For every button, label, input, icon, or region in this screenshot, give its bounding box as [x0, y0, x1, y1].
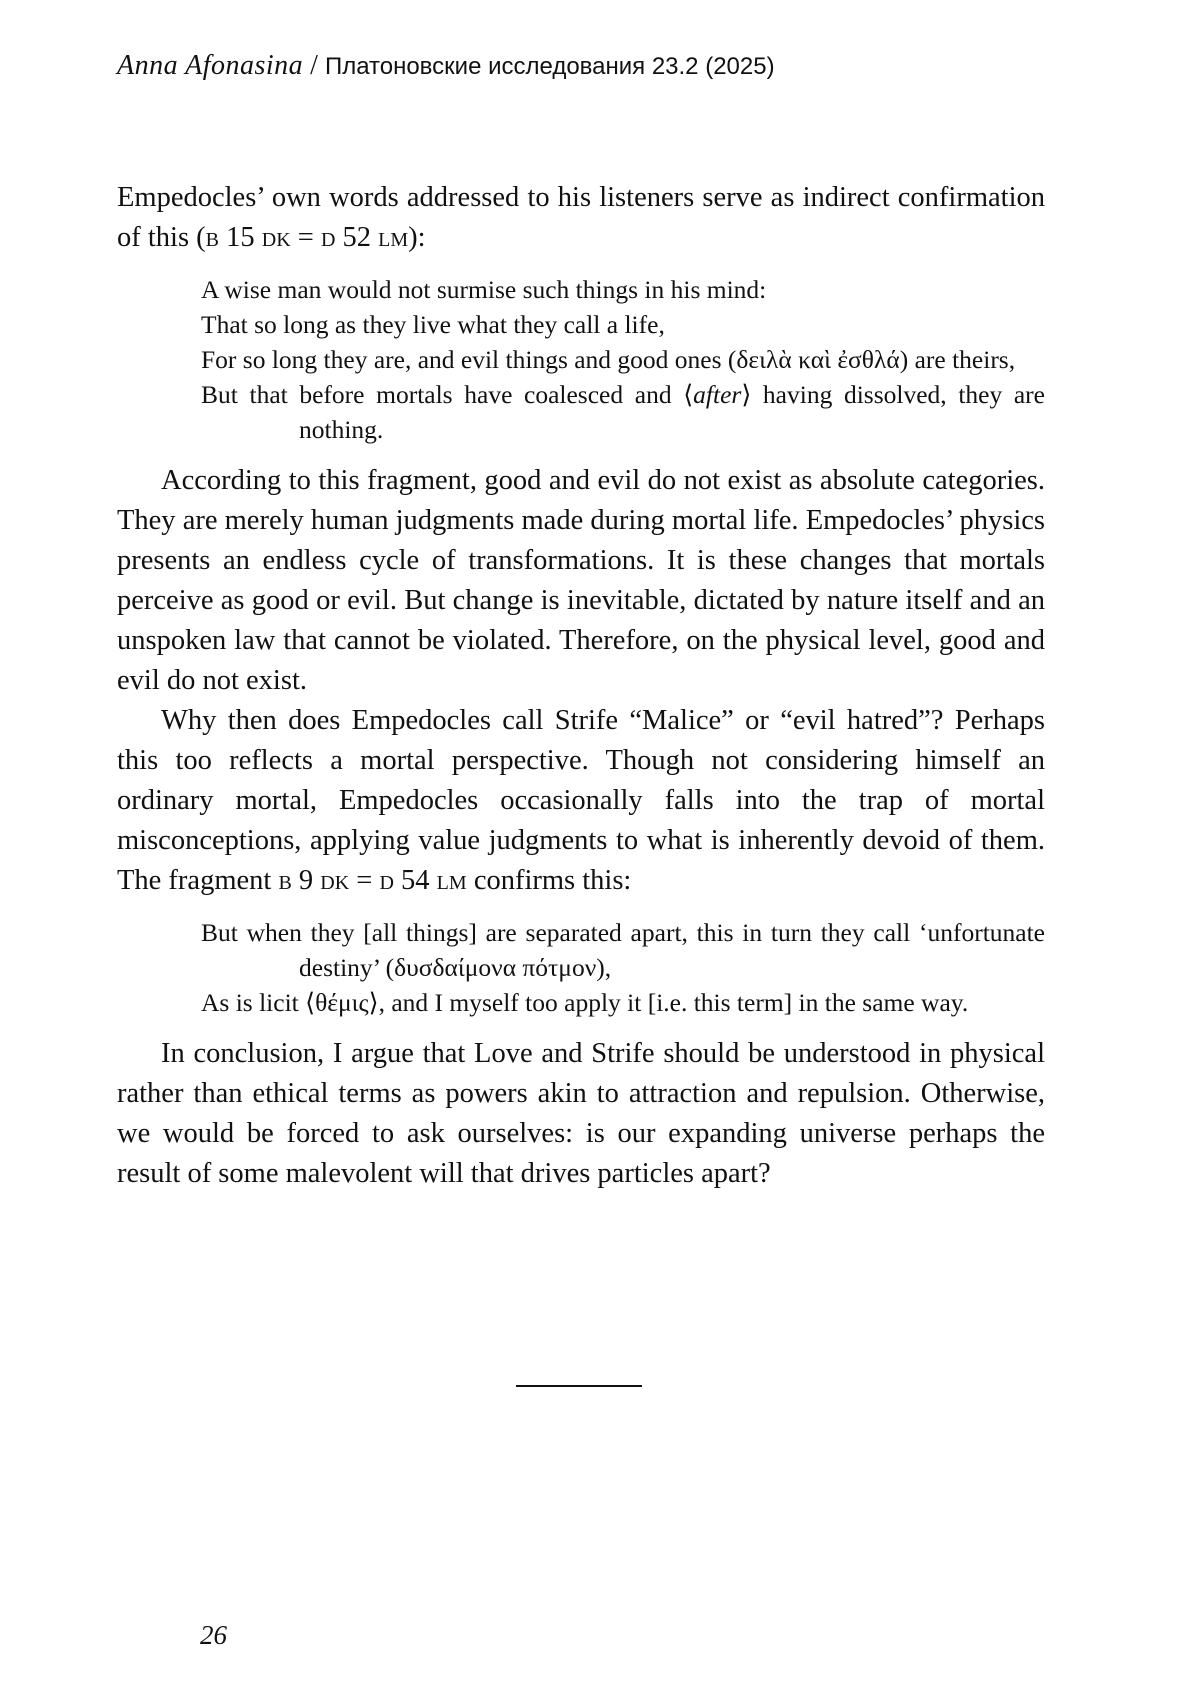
quotation-fragment-b15	[201, 272, 1045, 447]
verse-line: That so long as they live what they call a life,	[201, 310, 665, 339]
fragment-reference: b 15 dk = d 52 lm	[205, 222, 409, 253]
header-separator: /	[303, 50, 325, 81]
paragraph-conclusion: In conclusion, I argue that Love and Strife should be understood in physical rather than ethical terms as powers akin to attraction and repulsion. Otherwise, we would be forced to ask ourselves: is our expanding universe perhaps the result of some malevolent will that drives particles apart?	[117, 1038, 1045, 1189]
paragraph-intro	[117, 178, 1045, 258]
quotation-fragment-b9	[201, 915, 1045, 1020]
verse-text: But that before mortals have coalesced and ⟨	[201, 380, 694, 409]
verse-line: As is licit ⟨θέμις⟩, and I myself too apply it [i.e. this term] in the same way.	[201, 988, 969, 1017]
paragraph-strife	[117, 701, 1045, 901]
paragraph-good-and-evil: According to this fragment, good and evil do not exist as absolute categories. They are merely human judgments made during mortal life. Empedocles’ physics presents an endless cycle of transformations. It is these changes that mortals perceive as good or evil. But change is inevitable, dictated by nature itself and an unspoken law that cannot be violated. Therefore, on the physical level, good and evil do not exist.	[117, 465, 1045, 696]
paragraph-intro-end: ):	[408, 222, 426, 253]
verse-emphasis: after	[693, 380, 742, 409]
paragraph-intro-text: Empedocles’ own words addressed to his listeners serve as indirect confirmation of this (	[117, 182, 1045, 253]
verse-line: But when they [all things] are separated apart, this in turn they call ‘unfortunate destiny’ (δυσδαίμονα πότμον),	[201, 918, 1045, 982]
verse-line	[201, 377, 1045, 447]
paragraph-strife-text: Why then does Empedocles call Strife “Malice” or “evil hatred”? Perhaps this too reflects a mortal perspective. Though not considering himself an ordinary mortal, Empedocles occasionally falls into the trap of mortal misconceptions, applying value judgments to what is inherently devoid of them. The fragment	[117, 705, 1045, 896]
verse-line: For so long they are, and evil things and good ones (δειλὰ καὶ ἐσθλά) are theirs,	[201, 345, 1016, 374]
journal-title: Платоновские исследования 23.2 (2025)	[324, 53, 775, 80]
paragraph-strife-end: confirms this:	[466, 865, 632, 896]
fragment-reference: b 9 dk = d 54 lm	[278, 865, 467, 896]
closing-rule	[516, 1385, 642, 1387]
author-name: Anna Afonasina	[117, 50, 304, 81]
verse-line: A wise man would not surmise such things in his mind:	[201, 275, 767, 304]
verse-text: ⟩ having dissolved, they are nothing.	[299, 380, 1045, 444]
page-body	[117, 178, 1045, 1194]
running-head	[117, 50, 775, 82]
page-number: 26	[200, 1620, 227, 1650]
